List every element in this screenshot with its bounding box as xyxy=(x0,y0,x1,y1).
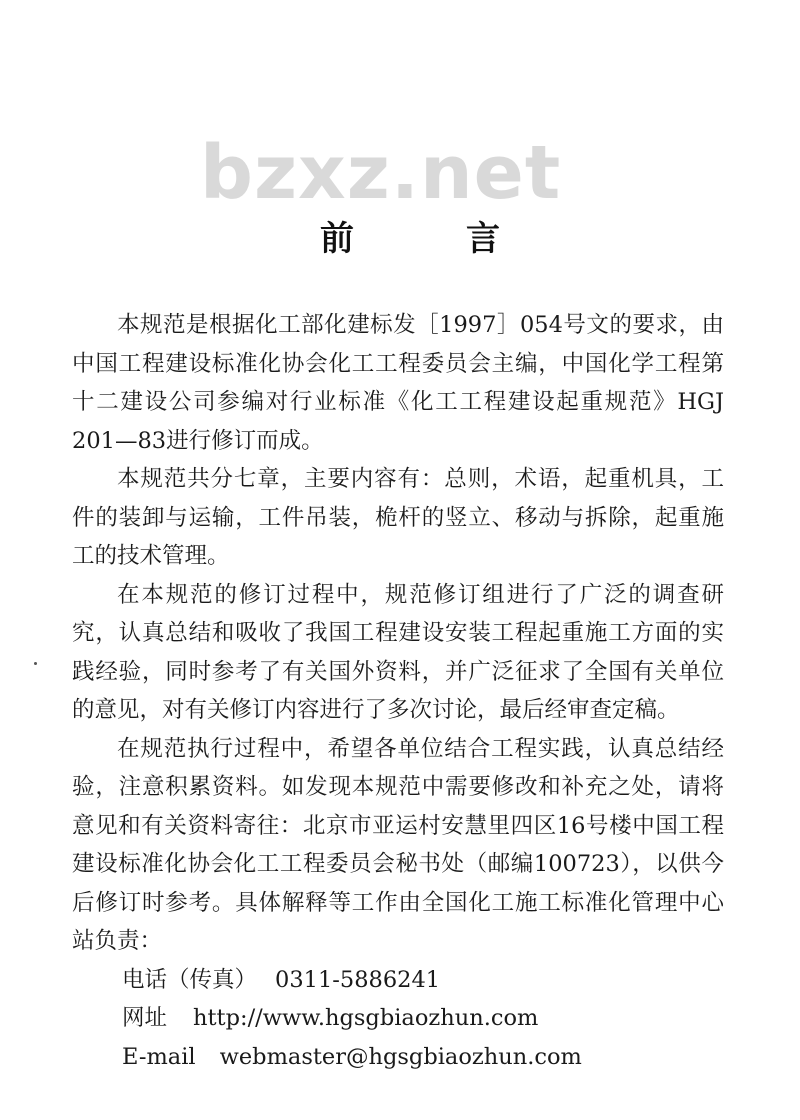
paragraph-3: 在本规范的修订过程中，规范修订组进行了广泛的调查研究，认真总结和吸收了我国工程建设安装工程起重施工方面的实践经验，同时参考了有关国外资料，并广泛征求了全国有关单位的意见，对有关修订内容进行了多次讨论，最后经审查定稿。 xyxy=(72,581,724,723)
website-value: http://www.hgsgbiaozhun.com xyxy=(193,1005,539,1031)
email-label: E-mail xyxy=(122,1043,196,1070)
email-value: webmaster@hgsgbiaozhun.com xyxy=(219,1043,582,1070)
scan-speck xyxy=(34,662,37,665)
phone-value: 0311-5886241 xyxy=(275,966,441,993)
contact-email xyxy=(72,1038,724,1077)
phone-label: 电话（传真） xyxy=(122,966,258,993)
contact-phone xyxy=(72,961,724,1000)
paragraph-1: 本规范是根据化工部化建标发［1997］054号文的要求，由中国工程建设标准化协会化工工程委员会主编，中国化学工程第十二建设公司参编对行业标准《化工工程建设起重规范》HGJ 201—83进行修订而成。 xyxy=(72,312,724,454)
website-label: 网址 xyxy=(122,1005,168,1031)
paragraph-2: 本规范共分七章，主要内容有：总则，术语，起重机具，工件的装卸与运输，工件吊装，桅杆的竖立、移动与拆除，起重施工的技术管理。 xyxy=(72,466,724,569)
paragraph-4: 在规范执行过程中，希望各单位结合工程实践，认真总结经验，注意积累资料。如发现本规范中需要修改和补充之处，请将意见和有关资料寄往：北京市亚运村安慧里四区16号楼中国工程建设标准化协会化工工程委员会秘书处（邮编100723），以供今后修订时参考。具体解释等工作由全国化工施工标准化管理中心站负责： xyxy=(72,735,724,954)
contact-website xyxy=(72,999,724,1038)
title-char-2: 言 xyxy=(466,219,500,259)
page-title xyxy=(320,214,500,264)
title-char-1: 前 xyxy=(320,219,354,259)
watermark-text: bzxz.net xyxy=(200,130,562,216)
foreword-body xyxy=(72,306,724,1076)
